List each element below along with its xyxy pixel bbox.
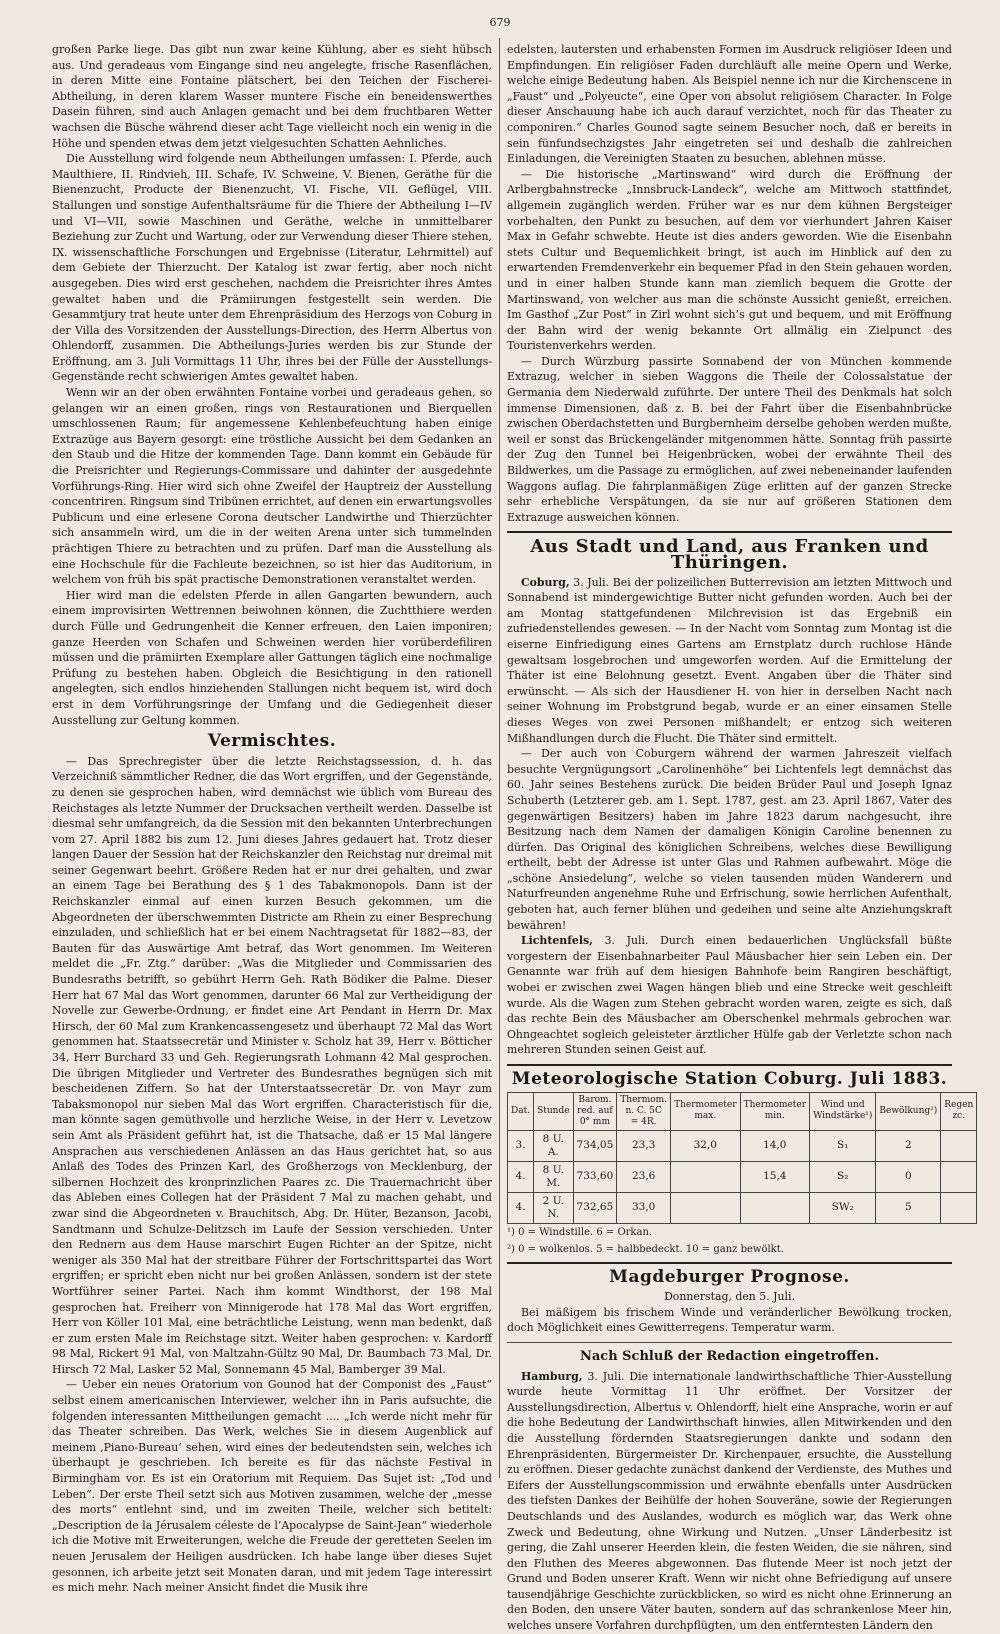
- section-heading-late-news: Nach Schluß der Redaction eingetroffen.: [579, 1348, 880, 1364]
- table-cell: 734,05: [573, 1130, 617, 1161]
- section-rule: [507, 1064, 952, 1066]
- table-cell: [941, 1130, 977, 1161]
- article-paragraph: — Durch Würzburg passirte Sonnabend der von München kommende Extrazug, welcher in sieben Waggons die Theile der Colossalstatue der Germania dem Niederwald zuführte. Der untere Theil des Denkmals hat solch immense Dimensionen, daß z. B. bei der Fahrt über die Eisenbahnbrücke zwischen Oberdachstetten und Burgbernheim derselbe gehoben werden mußte, weil er sonst das Brückengeländer mitgenommen hätte. Sonntag früh passirte der Zug den Tunnel bei Heigenbrücken, wobei der erwähnte Theil des Bildwerkes, um die Passage zu ermöglichen, auf zwei nebeneinander laufenden Waggons auflag. Die fahrplanmäßigen Züge erlitten auf der ganzen Strecke sehr erhebliche Verspätungen, da sie nur auf größeren Stationen dem Extrazuge ausweichen können.: [507, 354, 952, 524]
- table-cell: 0: [876, 1161, 941, 1192]
- table-cell: 14,0: [740, 1130, 810, 1161]
- article-text: 3. Juli. Die internationale landwirthschaftliche Thier-Ausstellung wurde heute Vormittag 11 Uhr eröffnet. Der Vorsitzer der Ausstellungsdirection, Albertus v. Ohlendorff, hielt eine Ansprache, worin er auf die hohe Bedeutung der Landwirthschaft hinwies, allen Mitwirkenden und den die Ausstellung fördernden Staatsregierungen dankte und sodann den Ehrenpräsidenten, Bürgermeister Dr. Kirchenpauer, ersuchte, die Ausstellung zu eröffnen. Dieser gedachte zunächst dankend der Verdienste, des Muthes und Eifers der Ausstellungscommission und erwähnte ebenfalls unter Ausdrücken des tiefsten Dankes der Beihülfe der hohen Souveräne, sowie der Regierungen Deutschlands und des Auslandes, wodurch es möglich war, das Werk ohne Zweck und Bedeutung, ohne Wirkung und Nutzen. „Unser Länderbesitz ist gering, die Zahl unserer Heerden klein, die festen Weiden, die sie nähren, sind den Fluthen des Meeres abgewonnen. Das flutende Meer ist noch jetzt der Grund und Boden unserer Kraft. Wenn wir nicht ohne Befriedigung auf unsere tausendjährige Geschichte zurückblicken, so wird es nicht ohne Erinnerung an den Boden, den unsere Väter bauten, sondern auf das schrankenlose Meer hin, welches unsere Vorfahren durchpflügten, um den entferntesten Ländern den: [507, 1369, 952, 1633]
- table-cell: 32,0: [671, 1130, 741, 1161]
- table-footnote: ¹) 0 = Windstille. 6 = Orkan.: [507, 1226, 653, 1238]
- table-cell: 23,3: [617, 1130, 671, 1161]
- article-paragraph: — Das Sprechregister über die letzte Reichstagssession, d. h. das Verzeichniß sämmtlicher Redner, die das Wort ergriffen, und der Gegenstände, zu denen sie gesprochen haben, wird demnächst wie üblich vom Bureau des Reichstages als letzte Nummer der Drucksachen vertheilt werden. Dasselbe ist diesmal sehr umfangreich, da die Session mit den bekannten Unterbrechungen vom 27. April 1882 bis zum 12. Juni dieses Jahres gedauert hat. Trotz dieser langen Dauer der Session hat der Reichskanzler den Reichstag nur dreimal mit seiner Gegenwart beehrt. Größere Reden hat er nur drei gehalten, und zwar an einem Tage bei Berathung des § 1 des Tabakmonopols. Dann ist der Reichskanzler einmal auf einen kurzen Besuch gekommen, um die Abgeordneten der überschwemmten Districte am Rhein zu einer Besprechung einzuladen, und schließlich hat er bei einem Nachtragsetat für 1882—83, der Bauten für das Auswärtige Amt betraf, das Wort genommen. Im Weiteren meldet die „Fr. Ztg.“ darüber: „Was die Mitglieder und Commissarien des Bundesraths betrifft, so gebührt Herrn Geh. Rath Bödiker die Palme. Dieser Herr hat 67 Mal das Wort genommen, darunter 66 Mal zur Vertheidigung der Novelle zur Gewerbe-Ordnung, er findet eine Art Pendant in Herrn Dr. Max Hirsch, der 60 Mal zum Krankencassengesetz und überhaupt 72 Mal das Wort genommen hat. Staatssecretär und Minister v. Scholz hat 39, Herr v. Bötticher 34, Herr Burchard 33 und Geh. Regierungsrath Lohmann 42 Mal gesprochen. Die übrigen Mitglieder und Vertreter des Bundesrathes begnügen sich mit bescheidenen Ziffern. So hat der Unterstaatssecretär Dr. von Mayr zum Tabaksmonopol nur sieben Mal das Wort ergriffen. Characteristisch für die, man könnte sagen gemüthvolle und herzliche Weise, in der Herr v. Levetzow sein Amt als Präsident geführt hat, ist die Thatsache, daß er 15 Mal längere Ansprachen aus verschiedenen Anlässen an das Haus gerichtet hat, so aus Anlaß des Todes des Prinzen Karl, des Großherzogs von Mecklenburg, der silbernen Hochzeit des kronprinzlichen Paares zc. Die Trauernachricht über das Ableben eines Collegen hat der Präsident 7 Mal zu machen gehabt, und zwar sind die Abgeordneten v. Brauchitsch, Abg. Dr. Hüter, Bezanson, Jacobi, Sandtmann und Schulze-Delitzsch im Laufe der Session verschieden. Unter den Rednern aus dem Hause marschirt Eugen Richter an der Spitze, nicht weniger als 350 Mal hat der streitbare Führer der Fortschrittspartei das Wort ergriffen; er spricht eben nicht nur bei großen Anlässen, sondern ist der stete Wortführer seiner Partei. Nach ihm kommt Windthorst, der 198 Mal gesprochen hat. Freiherr von Minnigerode hat 178 Mal das Wort ergriffen, Herr von Köller 101 Mal, eine beträchtliche Leistung, wenn man bedenkt, daß er zum ersten Male im Reichstage sitzt. Weiter haben gesprochen: v. Kardorff 98 Mal, Rickert 91 Mal, von Maltzahn-Gültz 90 Mal, Dr. Baumbach 73 Mal, Dr. Hirsch 72 Mal, Lasker 52 Mal, Sonnemann 45 Mal, Bamberger 39 Mal.: [52, 754, 492, 1376]
- article-paragraph: Bei mäßigem bis frischem Winde und veränderlicher Bewölkung trocken, doch Möglichkeit eines Gewitterregens. Temperatur warm.: [507, 1305, 952, 1335]
- section-rule: [507, 1262, 952, 1264]
- article-paragraph: Die Ausstellung wird folgende neun Abtheilungen umfassen: I. Pferde, auch Maulthiere, II. Rindvieh, III. Schafe, IV. Schweine, V. Bienen, Geräthe für die Bienenzucht, Producte der Bienenzucht, VI. Fische, VII. Geflügel, VIII. Stallungen und sonstige Aufenthaltsräume für die Thiere der Abtheilung I—IV und VI—VII, sowie Maschinen und Geräthe, welche in unmittelbarer Beziehung zur Zucht und Wartung, oder zur Verwendung dieser Thiere stehen, IX. wissenschaftliche Forschungen und Ergebnisse (Literatur, Lehrmittel) auf dem Gebiete der Thierzucht. Der Katalog ist zwar fertig, aber noch nicht ausgegeben. Dies wird erst geschehen, nachdem die Preisrichter ihres Amtes gewaltet haben und die Prämiirungen festgestellt sein werden. Die Gesammtjury trat heute unter dem Ehrenpräsidium des Herzogs von Coburg in der Villa des Vorsitzenden der Ausstellungs-Direction, des Herrn Albertus von Ohlendorff, zusammen. Die Abtheilungs-Juries werden bis zur Stunde der Eröffnung, am 3. Juli Vormittags 11 Uhr, ihres bei der Fülle der Ausstellungs-Gegenstände recht schwierigen Amtes gewaltet haben.: [52, 152, 492, 384]
- section-heading-prognose: Magdeburger Prognose.: [609, 1266, 850, 1287]
- table-row: [508, 1161, 977, 1192]
- table-cell: 4.: [508, 1161, 534, 1192]
- article-paragraph: edelsten, lautersten und erhabensten Formen im Ausdruck religiöser Ideen und Empfindungen. Ein religiöser Faden durchläuft alle meine Opern und Werke, welche einige Bedeutung haben. Als Beispiel nenne ich nur die Kirchenscene in „Faust“ und „Polyeucte“, eine Oper von absolut religiösem Character. In Folge dieser Anschauung habe ich auch darauf verzichtet, noch für das Theater zu componiren.“ Charles Gounod sagte seinem Besucher noch, daß er bereits in sein fünfundsechzigstes Jahr eingetreten sei und deshalb die zahlreichen Einladungen, die Vereinigten Staaten zu besuchen, ablehnen müsse.: [507, 43, 952, 166]
- table-footnote: ²) 0 = wolkenlos. 5 = halbbedeckt. 10 = ganz bewölkt.: [507, 1243, 784, 1255]
- table-cell: 4.: [508, 1192, 534, 1223]
- article-text: 3. Juli. Bei der polizeilichen Butterrevision am letzten Mittwoch und Sonnabend ist mindergewichtige Butter nicht gefunden worden. Auch bei der am Montag stattgefundenen Milchrevision ist das Ergebniß ein zufriedenstellendes gewesen. — In der Nacht vom Sonntag zum Montag ist die eiserne Einfriedigung eines Gartens am Ernstplatz durch ruchlose Hände gewaltsam losgebrochen und umgeworfen worden. Auf die Ermittelung der Thäter ist eine Belohnung gesetzt. Event. Angaben über die Thäter sind erwünscht. — Als sich der Hausdiener H. von hier in derselben Nacht nach seiner Wohnung im Probstgrund begab, wurde er an einer einsamen Stelle dieses Weges von zwei Personen mißhandelt; er entzog sich weiteren Mißhandlungen durch die Flucht. Die Thäter sind ermittelt.: [507, 575, 952, 745]
- right-column: [507, 42, 974, 1634]
- dateline-place: Hamburg,: [521, 1369, 583, 1383]
- section-rule: [507, 531, 952, 533]
- page-number: 679: [489, 16, 511, 29]
- header-cell: Stunde: [534, 1092, 573, 1130]
- table-cell: 23,6: [617, 1161, 671, 1192]
- table-cell: 3.: [508, 1130, 534, 1161]
- table-cell: 33,0: [617, 1192, 671, 1223]
- article-paragraph: — Die historische „Martinswand“ wird durch die Eröffnung der Arlbergbahnstrecke „Innsbruck-Landeck“, welche am Mittwoch stattfindet, allgemein zugänglich werden. Früher war es nur dem kühnen Bergsteiger vorbehalten, den Punkt zu besuchen, auf dem vor vierhundert Jahren Kaiser Max in Gefahr schwebte. Heute ist dies anders geworden. Wie die Eisenbahn stets Cultur und Bequemlichkeit bringt, ist auch im Hinblick auf den zu erwartenden Fremdenverkehr ein bequemer Pfad in den Stein gehauen worden, und in einer halben Stunde kann man ziemlich bequem die Grotte der Martinswand, von welcher aus man die schönste Aussicht genießt, erreichen. Im Gasthof „Zur Post“ in Zirl wohnt sich’s gut und bequem, und mit Eröffnung der Bahn wird der wenig bekannte Ort allmälig ein Zielpunct des Touristenverkehrs werden.: [507, 167, 952, 353]
- table-cell: S₁: [810, 1130, 876, 1161]
- table-cell: 2 U. N.: [534, 1192, 573, 1223]
- table-cell: [671, 1161, 741, 1192]
- weather-table-header: [508, 1092, 977, 1130]
- column-divider: [499, 38, 500, 1478]
- prognose-date: Donnerstag, den 5. Juli.: [664, 1290, 795, 1304]
- header-cell: Dat.: [508, 1092, 534, 1130]
- article-paragraph: Wenn wir an der oben erwähnten Fontaine vorbei und geradeaus gehen, so gelangen wir an einen großen, rings von Restaurationen und Bierquellen umschlossenen Raum; für angemessene Kehlenbefeuchtung haben einige Extrazüge aus Bayern gesorgt: eine tröstliche Aussicht bei dem Gedanken an den Staub und die Hitze der kommenden Tage. Dann kommt ein Gebäude für die Preisrichter und Regierungs-Commissare und dahinter der ausgedehnte Vorführungs-Ring. Hier wird sich ohne Zweifel der Hauptreiz der Ausstellung concentriren. Ringsum sind Tribünen errichtet, auf denen ein erwartungsvolles Publicum und eine erlesene Corona deutscher Landwirthe und Thierzüchter sich ansammeln wird, um die in der weiten Arena unter sich tummelnden prächtigen Thiere zu betrachten und zu prüfen. Darf man die Ausstellung als eine Hochschule für die Fachleute bezeichnen, so ist hier das Auditorium, in welchem von früh bis spät practische Demonstrationen veranstaltet werden.: [52, 386, 493, 587]
- table-cell: [941, 1192, 977, 1223]
- section-heading-stadt-land: Aus Stadt und Land, aus Franken und Thüringen.: [530, 536, 929, 573]
- table-cell: 732,65: [573, 1192, 617, 1223]
- table-cell: 8 U. M.: [534, 1161, 573, 1192]
- header-cell: Thermom. n. C. 5C = 4R.: [617, 1092, 671, 1130]
- header-cell: Thermometer max.: [671, 1092, 741, 1130]
- table-cell: [671, 1192, 741, 1223]
- table-row: [508, 1192, 977, 1223]
- table-cell: 733,60: [573, 1161, 617, 1192]
- table-cell: SW₂: [810, 1192, 876, 1223]
- article-paragraph: Hier wird man die edelsten Pferde in allen Gangarten bewundern, auch einem improvisirten Wettrennen beiwohnen können, die Zuchtthiere werden durch Fülle und Gedrungenheit die Kenner erfreuen, den Laien imponiren; ganze Heerden von Schafen und Schweinen werden hier vorüberdefiliren müssen und die prämiirten Exemplare aller Gattungen täglich eine nochmalige Prüfung zu bestehen haben. Obgleich die Besichtigung in den rationell angelegten, sich endlos hinziehenden Stallungen nicht bequem ist, wird doch erst in dem Vorführungsringe der Umfang und die Gediegenheit dieser Ausstellung zur Geltung kommen.: [52, 588, 492, 727]
- header-cell: Thermometer min.: [740, 1092, 810, 1130]
- dateline-place: Coburg,: [521, 575, 570, 589]
- table-cell: [941, 1161, 977, 1192]
- article-paragraph: — Ueber ein neues Oratorium von Gounod hat der Componist des „Faust“ selbst einem americanischen Interviewer, welcher ihn in Paris aufsuchte, die folgenden interessanten Mittheilungen gemacht .... „Ich werde nicht mehr für das Theater schreiben. Das Werk, welches Sie in diesem Augenblick auf meinem ‚Piano-Bureau‘ sehen, wird eines der bedeutendsten sein, welches ich überhaupt je geschrieben. Ich bereite es für das nächste Festival in Birmingham vor. Es ist ein Oratorium mit Requiem. Das Sujet ist: „Tod und Leben“. Der erste Theil setzt sich aus Motiven zusammen, welche der „messe des morts“ entlehnt sind, und im zweiten Theile, welcher sich betitelt: „Description de la Jérusalem céleste de l’Apocalypse de Saint-Jean“ wiederhole ich die Motive mit Erweiterungen, welche die Freude der geretteten Seelen im neuen Jerusalem der Heiligen ausdrücken. Ich habe lange über dieses Sujet gesonnen, ich arbeite jetzt seit Monaten daran, und mit jedem Tage interessirt es mich mehr. Nach meiner Ansicht findet die Musik ihre: [52, 1378, 492, 1595]
- left-column: [52, 42, 492, 1596]
- header-cell: Bewölkung²): [876, 1092, 941, 1130]
- section-heading-meteorology: Meteorologische Station Coburg. Juli 1883.: [511, 1069, 948, 1089]
- dateline-place: Lichtenfels,: [521, 934, 593, 948]
- table-cell: 8 U. A.: [534, 1130, 573, 1161]
- header-cell: Wind und Windstärke¹): [810, 1092, 876, 1130]
- table-row: [508, 1130, 977, 1161]
- table-cell: 5: [876, 1192, 941, 1223]
- table-cell: S₂: [810, 1161, 876, 1192]
- article-paragraph: großen Parke liege. Das gibt nun zwar keine Kühlung, aber es sieht hübsch aus. Und geradeaus vom Eingange sind neu angelegte, frische Rasenflächen, in deren Mitte eine Fontaine plätschert, bei den Teichen der Fischerei-Abtheilung, in deren klarem Wasser muntere Fische ein beneidenswerthes Dasein führen, sind auch Anlagen gemacht und bei dem fruchtbaren Wetter wachsen die Büsche während dieser acht Tage vielleicht noch ein wenig in die Höhe und spenden etwas dem jetzt vielgesuchten Schatten Aehnliches.: [52, 43, 492, 150]
- table-cell: 2: [876, 1130, 941, 1161]
- table-cell: 15,4: [740, 1161, 810, 1192]
- section-heading-vermischtes: Vermischtes.: [207, 731, 337, 752]
- weather-table: [507, 1092, 977, 1224]
- article-paragraph: — Der auch von Coburgern während der warmen Jahreszeit vielfach besuchte Vergnügungsort „Carolinenhöhe“ bei Lichtenfels legt demnächst das 60. Jahr seines Bestehens zurück. Die beiden Brüder Paul und Joseph Ignaz Schuberth (Letzterer geb. am 1. Sept. 1787, gest. am 23. April 1867, Vater des gegenwärtigen Besitzers) haben im Jahre 1823 darum nachgesucht, ihre Besitzung nach dem Namen der damaligen Königin Caroline benennen zu dürfen. Das Original des königlichen Schreibens, welches diese Bewilligung ertheilt, bebt der Adresse ist unter Glas und Rahmen aufbewahrt. Möge die „schöne Ansiedelung“, welche so vielen tausenden müden Wanderern und Naturfreunden angenehme Ruhe und Erfrischung, sowie herrlichen Aufenthalt, geboten hat, auch ferner blühen und gedeihen und seine alte Anziehungskraft bewähren!: [507, 747, 952, 932]
- header-cell: Barom. red. auf 0° mm: [573, 1092, 617, 1130]
- header-cell: Regen zc.: [941, 1092, 977, 1130]
- section-rule: [507, 1342, 952, 1343]
- table-cell: [740, 1192, 810, 1223]
- article-text: 3. Juli. Durch einen bedauerlichen Unglücksfall büßte vorgestern der Eisenbahnarbeiter Paul Mäusbacher hier sein Leben ein. Der Genannte war früh auf dem hiesigen Bahnhofe beim Rangiren beschäftigt, wobei er zwischen zwei Wagen hängen blieb und eine Strecke weit geschleift wurde. Als die Wagen zum Stehen gebracht worden waren, zeigte es sich, daß das rechte Bein des Mäusbacher am Oberschenkel mehrmals gebrochen war. Ohngeachtet sogleich geleisteter ärztlicher Hülfe gab der Verletzte schon nach mehreren Stunden seinen Geist auf.: [507, 934, 952, 1057]
